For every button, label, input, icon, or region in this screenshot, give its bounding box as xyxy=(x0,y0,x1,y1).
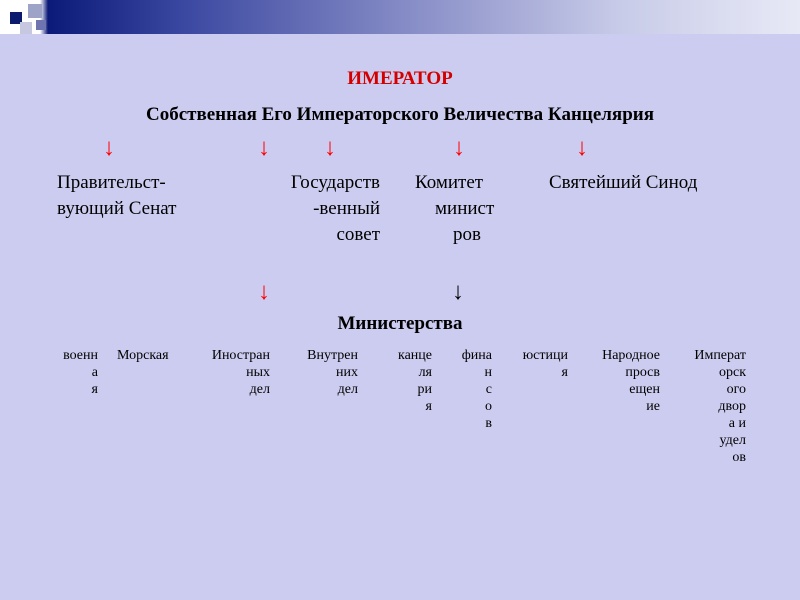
ministry-text: я xyxy=(91,382,98,397)
down-arrow-icon: ↓ xyxy=(453,135,465,161)
ministry-text: ных xyxy=(246,365,270,380)
committee-node xyxy=(413,170,523,248)
senate-line: вующий Сенат xyxy=(57,198,177,219)
committee-line: Комитет xyxy=(415,172,484,193)
emperor-title: ИМЕРАТОР xyxy=(347,68,453,89)
ministry-text: ого xyxy=(726,382,746,397)
decorative-square xyxy=(20,22,32,34)
ministry-text: ля xyxy=(418,365,432,380)
ministry-text: ещен xyxy=(629,382,660,397)
ministry-text: орск xyxy=(718,365,746,380)
ministry-text: в xyxy=(485,416,492,431)
ministry-naval xyxy=(117,347,197,364)
ministry-text: я xyxy=(425,399,432,414)
state-council-line: Государств xyxy=(290,172,380,193)
ministry-text: канце xyxy=(397,348,432,363)
ministry-text: военн xyxy=(63,348,98,363)
ministry-text: н xyxy=(484,365,492,380)
ministry-text: них xyxy=(336,365,358,380)
ministry-text: о xyxy=(485,399,492,414)
state-council-line: -венный xyxy=(313,198,380,219)
ministry-text: фина xyxy=(461,348,492,363)
ministry-finance xyxy=(446,347,492,432)
ministry-text: двор xyxy=(718,399,746,414)
ministry-text: Императ xyxy=(694,348,746,363)
senate-line: Правительст- xyxy=(57,172,166,193)
ministry-chancellery xyxy=(378,347,432,415)
committee-line: минист xyxy=(435,198,495,219)
ministry-text: Народное xyxy=(602,348,660,363)
ministries-title: Министерства xyxy=(337,313,463,334)
ministry-foreign-affairs xyxy=(200,347,270,398)
ministry-text: Внутрен xyxy=(307,348,358,363)
ministry-text: удел xyxy=(719,433,746,448)
ministry-education xyxy=(578,347,660,415)
ministry-text: дел xyxy=(337,382,358,397)
decorative-square xyxy=(28,4,42,18)
ministry-internal-affairs xyxy=(292,347,358,398)
ministry-military xyxy=(52,347,98,398)
down-arrow-icon: ↓ xyxy=(258,279,270,305)
ministry-text: просв xyxy=(625,365,660,380)
down-arrow-icon: ↓ xyxy=(103,135,115,161)
state-council-node xyxy=(240,170,380,248)
state-council-line: совет xyxy=(336,224,380,245)
ministry-text: юстици xyxy=(522,348,568,363)
down-arrow-icon: ↓ xyxy=(324,135,336,161)
ministry-text: с xyxy=(485,382,492,397)
ministry-text: а xyxy=(91,365,98,380)
ministry-imperial-court xyxy=(672,347,746,466)
ministry-text: ри xyxy=(417,382,432,397)
ministry-text: Морская xyxy=(117,348,169,363)
synod-node: Святейший Синод xyxy=(549,172,698,193)
decorative-square xyxy=(36,20,46,30)
ministry-justice xyxy=(506,347,568,381)
ministry-text: ов xyxy=(732,450,746,465)
ministry-text: Иностран xyxy=(211,348,270,363)
chancellery-title: Собственная Его Императорского Величества Канцелярия xyxy=(146,104,654,125)
ministry-text: ие xyxy=(646,399,660,414)
ministry-text: дел xyxy=(249,382,270,397)
ministry-text: а и xyxy=(728,416,746,431)
ministry-text: я xyxy=(561,365,568,380)
down-arrow-icon: ↓ xyxy=(576,135,588,161)
senate-node xyxy=(57,170,227,222)
down-arrow-icon: ↓ xyxy=(258,135,270,161)
committee-line: ров xyxy=(453,224,481,245)
header-gradient-bar xyxy=(0,0,800,34)
down-arrow-icon: ↓ xyxy=(452,279,464,305)
